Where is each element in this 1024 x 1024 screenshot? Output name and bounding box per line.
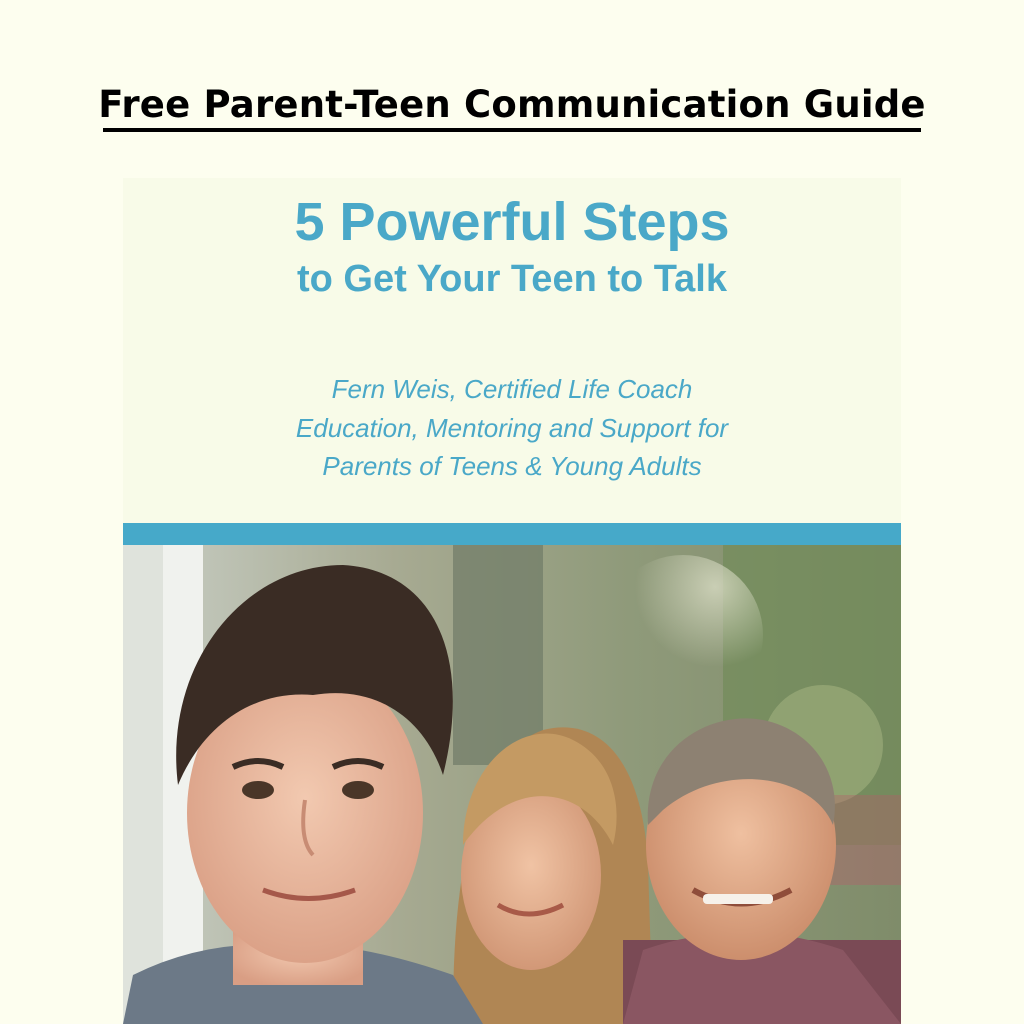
author-block bbox=[123, 370, 901, 486]
accent-band bbox=[123, 523, 901, 545]
family-photo bbox=[123, 545, 901, 1024]
page-title: Free Parent-Teen Communication Guide bbox=[98, 83, 926, 126]
cover-subtitle: to Get Your Teen to Talk bbox=[296, 258, 727, 300]
cover-title: 5 Powerful Steps bbox=[294, 192, 730, 252]
author-line: Parents of Teens & Young Adults bbox=[322, 451, 702, 481]
author-line: Fern Weis, Certified Life Coach bbox=[331, 374, 693, 404]
author-line: Education, Mentoring and Support for bbox=[295, 412, 729, 443]
guide-cover bbox=[123, 178, 901, 1024]
title-underline bbox=[103, 128, 921, 132]
